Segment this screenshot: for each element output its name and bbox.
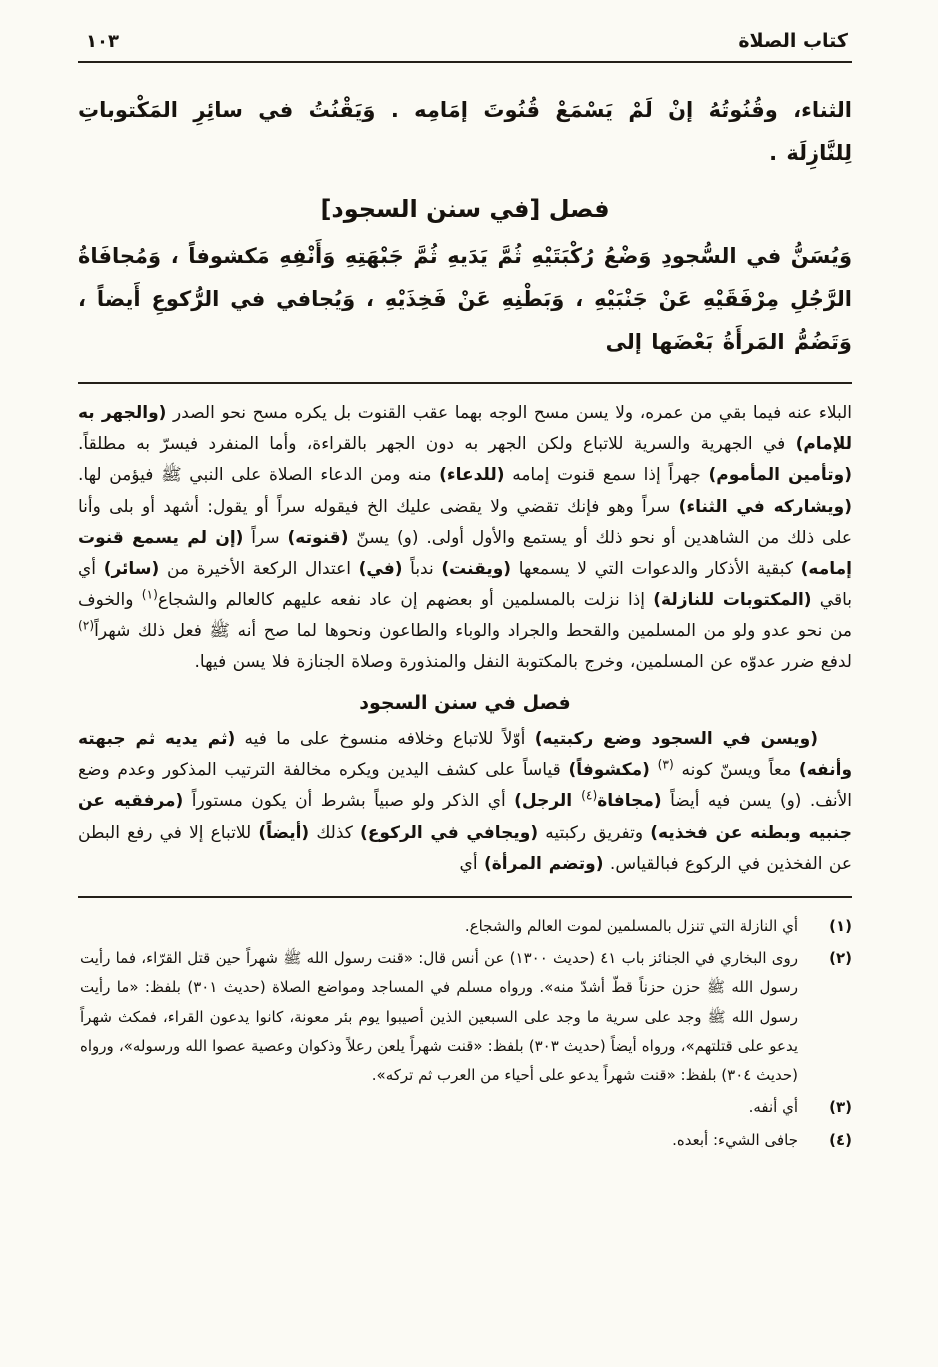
footnote-text: جافى الشيء: أبعده. bbox=[672, 1130, 798, 1149]
footnote-item bbox=[80, 912, 852, 941]
commentary-section bbox=[78, 398, 852, 880]
commentary-paragraph-2: (ويسن في السجود وضع ركبتيه) أوّلاً للاتباع وخلافه منسوخ على ما فيه (ثم يديه ثم جبهته وأنفه) معاً ويسنّ كونه $^{(٣)}$ (مكشوفاً) قياساً على كشف اليدين ويكره مخالفة الترتيب المذكور وعدم وضع الأنف. (و) يسن فيه أيضاً (مجافاة$^{(٤)}$ الرجل) أي الذكر ولو صبياً بشرط أن يكون مستوراً (مرفقيه عن جنبيه وبطنه عن فخذيه) وتفريق ركبتيه (ويجافي في الركوع) كذلك (أيضاً) للاتباع إلا في رفع البطن عن الفخذين في الركوع فبالقياس. (وتضم المرأة) أي bbox=[78, 729, 853, 874]
book-title: كتاب الصلاة bbox=[738, 30, 848, 52]
footnote-divider bbox=[78, 896, 852, 898]
footnote-item bbox=[80, 1093, 852, 1122]
footnote-item bbox=[80, 1126, 852, 1155]
commentary-paragraph-1: البلاء عنه فيما بقي من عمره، ولا يسن مسح الوجه بهما عقب القنوت بل يكره مسح نحو الصدر (والجهر به للإمام) في الجهرية والسرية للاتباع ولكن الجهر به دون الجهر بالقراءة، وأما المنفرد فيسرّ به مطلقاً. (وتأمين المأموم) جهراً إذا سمع قنوت إمامه (للدعاء) منه ومن الدعاء الصلاة على النبي ﷺ فيؤمن لها. (ويشاركه في الثناء) سراً وهو فإنك تقضي ولا يقضى عليك الخ فيقوله سراً أو يقول: أشهد أو بلى وأنا على ذلك من الشاهدين أو نحو ذلك أو يستمع والأول أولى. (و) يسنّ (قنوته) سراً (إن لم يسمع قنوت إمامه) كبقية الأذكار والدعوات التي لا يسمعها (ويقنت) ندباً (في) اعتدال الركعة الأخيرة من (سائر) أي باقي (المكتوبات للنازلة) إذا نزلت بالمسلمين أو بعضهم إن عاد نفعه عليهم كالعالم والشجاع$^{(١)}$ والخوف من نحو عدو ولو من المسلمين والقحط والجراد والوباء والطاعون ونحوها لما صح أنه ﷺ فعل ذلك شهراً$^{(٢)}$ لدفع ضرر عدوّه عن المسلمين، وخرج بالمكتوبة النفل والمنذورة وصلاة الجنازة فلا يسن فيها. bbox=[78, 403, 852, 673]
matn-opening-line: الثناء، وقُنُوتُهُ إنْ لَمْ يَسْمَعْ قُنُوتَ إمَامِه . وَيَقْنُتُ في سائِرِ المَكْتوباتِ لِلنَّازِلَة . bbox=[78, 98, 852, 166]
matn-body: وَيُسَنُّ في السُّجودِ وَضْعُ رُكْبَتَيْهِ ثُمَّ يَدَيهِ ثُمَّ جَبْهَتِهِ وَأَنْفِهِ مَكشوفاً ، وَمُجافَاةُ الرَّجُلِ مِرْفَقَيْهِ عَنْ جَنْبَيْهِ ، وَبَطْنِهِ عَنْ فَخِذَيْهِ ، وَيُجافي في الرُّكوعِ أَيضاً ، وَتَضُمُّ المَرأَةُ بَعْضَها إلى bbox=[78, 244, 852, 355]
footnotes-section bbox=[78, 912, 852, 1155]
page-header bbox=[78, 26, 852, 52]
footnote-text: روى البخاري في الجنائز باب ٤١ (حديث ١٣٠٠) عن أنس قال: «قنت رسول الله ﷺ شهراً حين قتل القرّاء، فما رأيت رسول الله ﷺ حزن حزناً قطّ أشدّ منه». ورواه مسلم في المساجد ومواضع الصلاة (حديث ٣٠١) بلفظ: «ما رأيت رسول الله ﷺ وجد على سرية ما وجد على السبعين الذين أصيبوا يوم بئر معونة، كانوا يدعون القراء، فمكث شهراً يدعو على قتلتهم»، ورواه أيضاً (حديث ٣٠٣) بلفظ: «قنت شهراً يلعن رعلاً وذكوان وعصية عصوا الله ورسوله»، ورواه (حديث ٣٠٤) بلفظ: «قنت شهراً يدعو على أحياء من العرب ثم تركه». bbox=[80, 949, 798, 1085]
matn-commentary-divider bbox=[78, 382, 852, 384]
matn-section-heading: فصل [في سنن السجود] bbox=[320, 195, 610, 224]
footnote-number: (١) bbox=[829, 916, 852, 935]
footnote-text: أي النازلة التي تنزل بالمسلمين لموت العالم والشجاع. bbox=[464, 916, 798, 935]
footnote-item bbox=[80, 944, 852, 1090]
page-number: ١٠٣ bbox=[86, 31, 119, 52]
footnote-number: (٢) bbox=[829, 949, 852, 968]
header-divider bbox=[78, 61, 852, 63]
matn-section bbox=[78, 89, 852, 364]
commentary-section-heading: فصل في سنن السجود bbox=[359, 692, 571, 715]
footnote-text: أي أنفه. bbox=[748, 1098, 798, 1117]
footnote-number: (٣) bbox=[829, 1098, 852, 1117]
footnote-number: (٤) bbox=[829, 1130, 852, 1149]
